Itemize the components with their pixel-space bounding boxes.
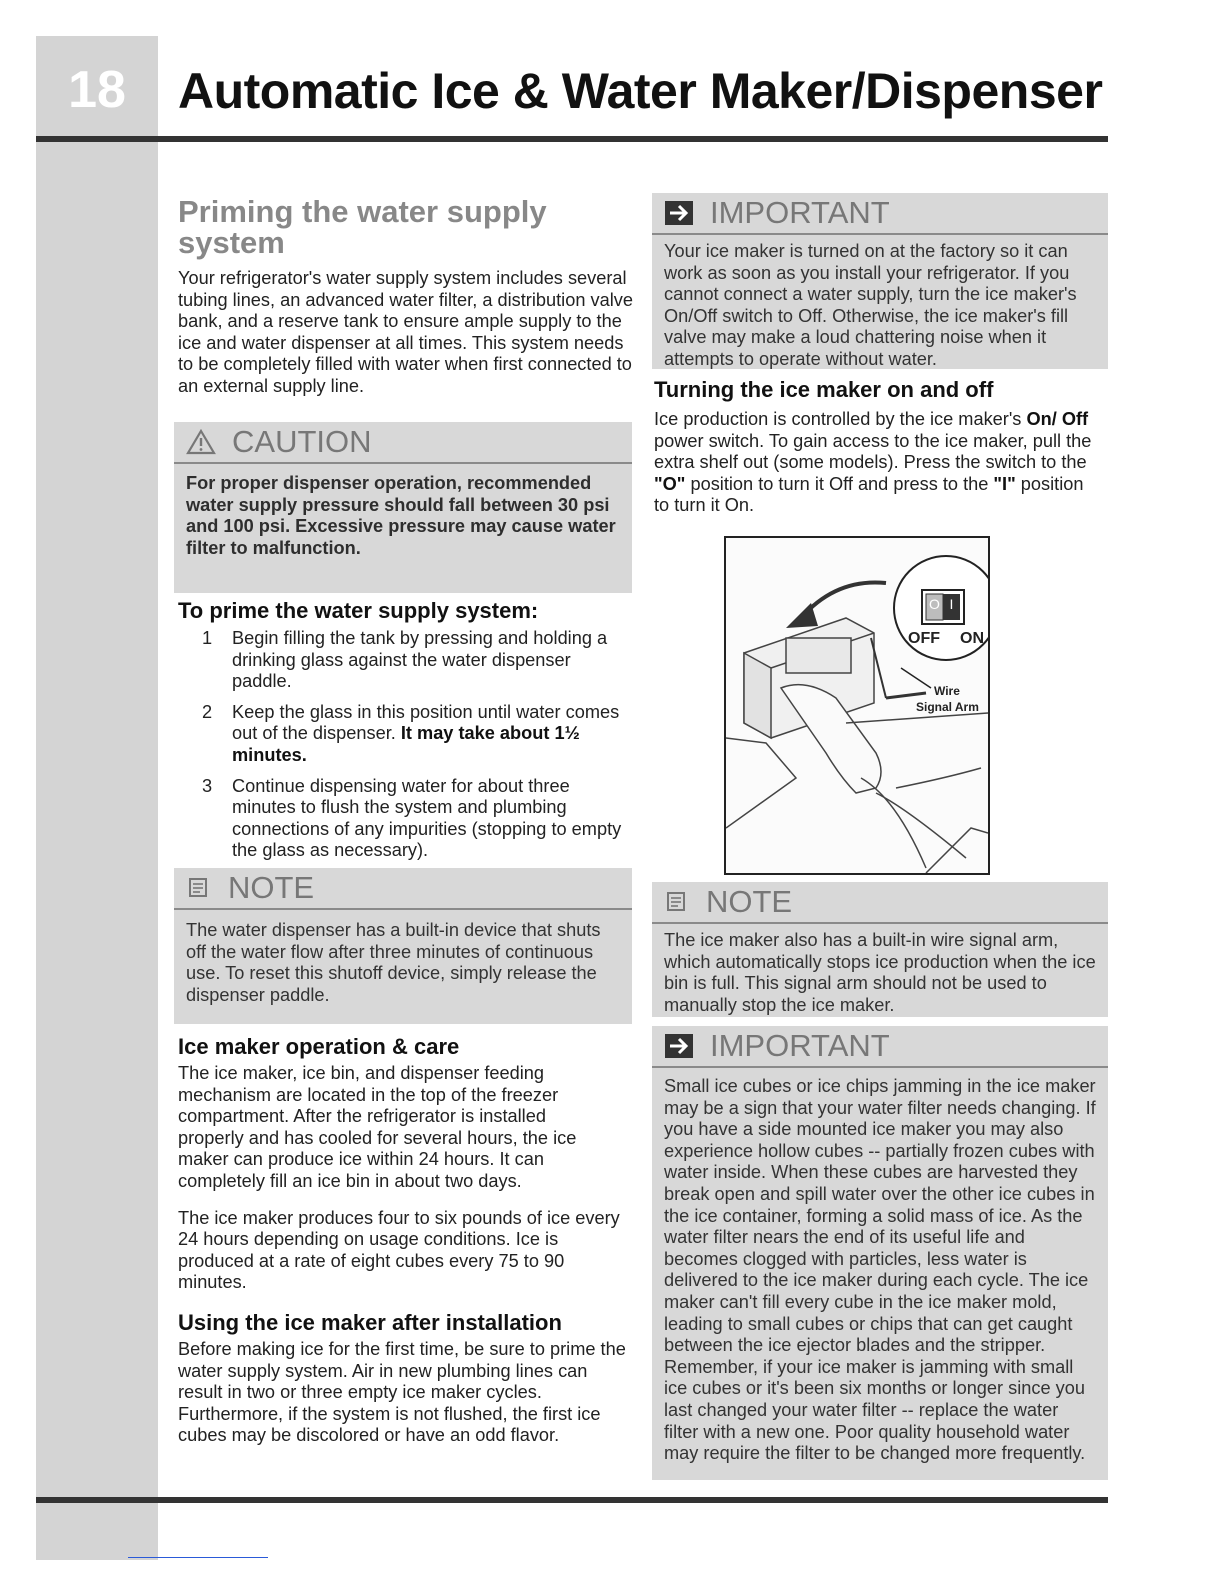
priming-body: Your refrigerator's water supply system includes several tubing lines, an advanced water filter, a distribution valve bank, and a reserve tank to ensure ample supply to the ice and water dispenser at all times. This system needs to be completely filled with water when first connected to an external supply line.	[178, 268, 633, 396]
prime-steps	[178, 598, 634, 871]
note-body: The water dispenser has a built-in device that shuts off the water flow after three minutes of continuous use. To reset this shutoff device, simply release the dispenser paddle.	[186, 920, 601, 1005]
on-label: ON	[960, 630, 984, 647]
list-item: 1 Begin filling the tank by pressing and holding a drinking glass against the water dispenser paddle.	[202, 628, 608, 692]
note-header	[652, 882, 1108, 924]
footer-link-underline	[128, 1557, 268, 1558]
switch-off-glyph: O	[929, 596, 940, 612]
footer-rule	[36, 1497, 1108, 1503]
note-header	[174, 868, 632, 910]
wire-label: Wire	[934, 684, 960, 698]
caution-box	[174, 422, 632, 593]
list-item: 3 Continue dispensing water for about three minutes to flush the system and plumbing connections of any impurities (stopping to empty the glass as necessary).	[202, 775, 622, 861]
list-item: 2 Keep the glass in this position until water comes out of the dispenser. It may take about 1½ minutes.	[202, 701, 620, 765]
after-install-title: Using the ice maker after installation	[178, 1309, 562, 1335]
important-body: Your ice maker is turned on at the factory so it can work as soon as you install your refrigerator. If you cannot connect a water supply, turn the ice maker's On/Off switch to Off. Otherwise, the ice maker's fill valve may make a loud chattering noise when it attempts to operate without water.	[664, 241, 1077, 369]
operation-p2: The ice maker produces four to six pounds of ice every 24 hours depending on usage conditions. Ice is produced at a rate of eight cubes every 75 to 90 minutes.	[178, 1207, 620, 1293]
after-install-body: Before making ice for the first time, be sure to prime the water supply system. Air in new plumbing lines can result in two or three empty ice maker cycles. Furthermore, if the system is not flushed, the first ice cubes may be discolored or have an odd flavor.	[178, 1338, 626, 1446]
prime-steps-title: To prime the water supply system:	[178, 598, 539, 623]
note-box-left	[174, 868, 632, 1024]
important-header	[652, 193, 1108, 235]
note-label: NOTE	[228, 870, 315, 905]
operation-p1: The ice maker, ice bin, and dispenser feeding mechanism are located in the top of the freezer compartment. After the refrigerator is installed properly and has cooled for several hours, the ice maker can produce ice within 24 hours. It can completely fill an ice bin in about two days.	[178, 1063, 577, 1191]
note-body: The ice maker also has a built-in wire signal arm, which automatically stops ice production when the ice bin is full. This signal arm should not be used to manually stop the ice maker.	[664, 930, 1096, 1015]
caution-body: For proper dispenser operation, recommended water supply pressure should fall between 30 psi and 100 psi. Excessive pressure may cause water filter to malfunction.	[186, 473, 616, 558]
left-column	[178, 196, 634, 398]
off-label: OFF	[908, 630, 940, 647]
note-box-right	[652, 882, 1108, 1017]
caution-label: CAUTION	[232, 424, 372, 459]
page-number: 18	[68, 61, 126, 119]
operation-section	[178, 1034, 634, 1447]
important-box-bottom	[652, 1026, 1108, 1480]
page-title: Automatic Ice & Water Maker/Dispenser	[178, 63, 1103, 119]
switch-on-glyph: I	[949, 596, 954, 612]
signal-arm-label: Signal Arm	[916, 700, 979, 714]
caution-header	[174, 422, 632, 464]
important-header	[652, 1026, 1108, 1068]
important-body: Small ice cubes or ice chips jamming in the ice maker may be a sign that your water filter needs changing. If you have a side mounted ice maker you may also experience hollow cubes -- partially frozen cubes with water inside. When these cubes are harvested they break open and spill water over the other ice cubes in the ice container, forming a solid mass of ice. As the water filter nears the end of its useful life and becomes clogged with particles, less water is delivered to the ice maker during each cycle. The ice maker can't fill every cube in the ice maker mold, leading to small cubes or chips that can get caught between the ice ejector blades and the stripper. Remember, if your ice maker is jamming with small ice cubes or it's been six months or longer since you last changed your water filter -- replace the water filter with a new one. Poor quality household water may require the filter to be changed more frequently.	[664, 1076, 1096, 1464]
note-icon	[664, 890, 690, 914]
page-sidebar	[36, 36, 158, 1560]
note-icon	[186, 876, 212, 900]
important-box-top	[652, 193, 1108, 369]
important-label: IMPORTANT	[710, 1028, 890, 1063]
important-label: IMPORTANT	[710, 195, 890, 230]
onoff-section	[654, 377, 1102, 517]
prime-steps-list	[178, 628, 634, 862]
arrow-icon	[664, 200, 694, 226]
operation-title: Ice maker operation & care	[178, 1034, 460, 1059]
warning-triangle-icon	[186, 429, 216, 455]
onoff-title: Turning the ice maker on and off	[654, 377, 994, 402]
priming-title: Priming the water supply system	[178, 194, 547, 260]
onoff-body: Ice production is controlled by the ice maker's On/ Off power switch. To gain access to the ice maker, pull the extra shelf out (some models). Press the switch to the "O" position to turn it Off and press to the "I" position to turn it On.	[654, 409, 1092, 516]
header-rule	[36, 136, 1108, 142]
ice-maker-illustration	[724, 536, 990, 875]
arrow-icon	[664, 1033, 694, 1059]
note-label: NOTE	[706, 884, 793, 919]
